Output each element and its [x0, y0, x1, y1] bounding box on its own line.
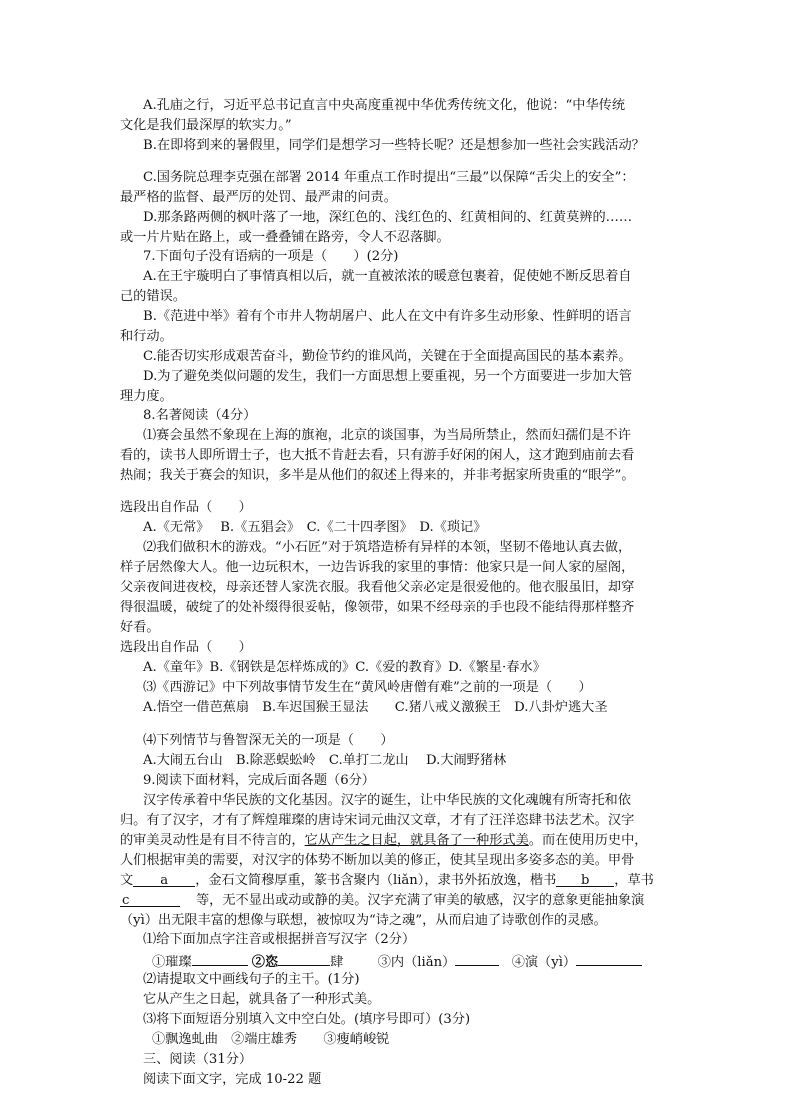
answer-blank-3[interactable]	[455, 950, 499, 966]
q6-option-c-line1: C.国务院总理李克强在部署 2014 年重点工作时提出“三最”以保障“舌尖上的安全”：	[143, 170, 635, 185]
q7-option-a-line1: A.在王宇璇明白了事情真相以后，就一直被浓浓的暖意包裹着，促使她不断反思着自	[143, 269, 632, 284]
item-cuican: ①璀璨	[152, 955, 192, 970]
q9-material-line6	[120, 891, 644, 911]
q9-line6-text: 等，无不显出或动或静的美。汉字充满了审美的敏感，汉字的意象更能抽象演	[196, 893, 645, 908]
q8-ask2: 选段出自作品（ ）	[120, 640, 252, 655]
answer-blank-2[interactable]	[278, 950, 330, 966]
blank-b-label: b	[581, 873, 590, 888]
q8-passage1-line1: ⑴赛会虽然不象现在上海的旗袍，北京的谈国事，为当局所禁止，然而妇孺们是不许	[143, 428, 631, 443]
q7-option-a-line2: 己的错误。	[120, 289, 186, 304]
answer-blank-1[interactable]	[192, 950, 248, 966]
q8-passage2-line4: 得很温暖，破绽了的处补缀得很妥帖，像领带，如果不经母亲的手也段不能结得那样整齐	[120, 600, 635, 615]
blank-c-label: c	[122, 893, 130, 908]
q6-option-d-line2: 或一片片贴在路上，或一叠叠铺在路旁，令人不忍落脚。	[120, 230, 450, 245]
q9-sub2: ⑵请提取文中画线句子的主干。(1分)	[143, 972, 360, 987]
item-yan: ④演（yì）	[511, 955, 577, 970]
q8-passage1-line3: 热闹；我关于赛会的知识，多半是从他们的叙述上得来的，并非考据家所贵重的“眼学”。	[120, 468, 635, 483]
q9-line3-text-b: 。而在使用历史中，	[528, 833, 648, 848]
blank-b[interactable]	[556, 871, 614, 887]
q9-stem: 9.阅读下面材料，完成后面各题（6分）	[143, 773, 375, 788]
blank-a-label: a	[160, 873, 169, 888]
q9-material-line7: （yì）出无限丰富的想像与联想，被惊叹为“诗之魂”，从而启迪了诗歌创作的灵感。	[120, 913, 607, 928]
item-lian: ③内（liǎn）	[377, 955, 456, 970]
q7-stem: 7.下面句子没有语病的一项是（ ）(2分)	[143, 249, 399, 264]
q8-passage2-line1: ⑵我们做积木的游戏。“小石匠”对于筑塔造桥有异样的本领，坚韧不倦地认真去做，	[143, 540, 632, 555]
q8-options2: A.《童年》B.《钢铁是怎样炼成的》C.《爱的教育》D.《繁星·春水》	[143, 660, 546, 675]
q7-option-b-line2: 和行动。	[120, 329, 173, 344]
q6-option-c-line2: 最严格的监督、最严厉的处罚、最严肃的问责。	[120, 190, 397, 205]
q9-line5-text-c: ，草书	[614, 873, 654, 888]
q8-stem: 8.名著阅读（4分）	[143, 408, 257, 423]
blank-a[interactable]	[133, 871, 195, 887]
q6-option-b: B.在即将到来的暑假里，同学们是想学习一些特长呢？还是想参加一些社会实践活动？	[143, 138, 645, 153]
q8-options1: A.《无常》 B.《五猖会》 C.《二十四孝图》 D.《琐记》	[143, 520, 487, 535]
q8-options4: A.大闹五台山 B.除恶蜈蚣岭 C.单打二龙山 D.大闹野猪林	[143, 753, 507, 768]
q8-passage2-line5: 好看。	[120, 620, 160, 635]
q7-option-b-line1: B.《范进中举》着有个市井人物胡屠户、此人在文中有许多生动形象、性鲜明的语言	[143, 309, 632, 324]
q7-option-d-line2: 理力度。	[120, 389, 173, 404]
answer-blank-4[interactable]	[576, 950, 642, 966]
q6-option-d-line1: D.那条路两侧的枫叶落了一地，深红色的、浅红色的、红黄相间的、红黄莫辨的……	[143, 210, 633, 225]
q9-material-line5	[120, 871, 654, 891]
q9-line3-text-a: 的审美灵动性是有目不待言的，	[120, 833, 305, 848]
q9-material-line1: 汉字传承着中华民族的文化基因。汉字的诞生，让中华民族的文化魂魄有所寄托和依	[143, 793, 631, 808]
q6-option-a-line1: A.孔庙之行，习近平总书记直言中央高度重视中华优秀传统文化，他说：“中华传统	[143, 98, 626, 113]
q9-line5-text-a: 文	[120, 873, 134, 888]
q8-ask1: 选段出自作品（ ）	[120, 500, 252, 515]
q8-part3: ⑶《西游记》中下列故事情节发生在“黄风岭唐僧有难”之前的一项是（ ）	[143, 680, 592, 695]
item-zi: ②恣	[251, 955, 279, 970]
q8-passage1-line2: 看的，读书人即所谓士子，也大抵不肯赶去看，只有游手好闲的闲人，这才跑到庙前去看	[120, 448, 635, 463]
q8-passage2-line3: 父亲夜间进夜校，母亲还替人家洗衣服。我看他父亲必定是很爱他的。他衣服虽旧，却穿	[120, 580, 635, 595]
item-si: 肆	[330, 955, 344, 970]
q6-option-a-line2: 文化是我们最深厚的软实力。”	[120, 118, 292, 133]
q9-sub3: ⑶将下面短语分别填入文中空白处。(填序号即可）(3分)	[143, 1012, 471, 1027]
q9-sub2-sentence: 它从产生之日起，就具备了一种形式美。	[143, 992, 381, 1007]
q7-option-d-line1: D.为了避免类似问题的发生，我们一方面思想上要重视，另一个方面要进一步加大管	[143, 369, 633, 384]
q9-sub3-options: ①飘逸虬曲 ②端庄雄秀 ③瘦峭峻锐	[152, 1032, 390, 1047]
q9-line5-text-b: ，金石文简穆厚重，篆书含聚内（liǎn），隶书外拓放逸，楷书	[195, 873, 557, 888]
q9-material-line2: 归。有了汉字，才有了辉煌璀璨的唐诗宋词元曲汉文章，才有了汪洋恣肆书法艺术。汉字	[120, 813, 635, 828]
q8-passage2-line2: 样子居然像大人。他一边玩积木，一边告诉我的家里的事情：他家只是一间人家的屋阁，	[120, 560, 635, 575]
q9-sub1: ⑴给下面加点字注音或根据拼音写汉字（2分）	[143, 932, 416, 947]
q9-material-line4: 人们根据审美的需要，对汉字的体势不断加以美的修正，使其呈现出多姿多态的美。甲骨	[120, 853, 635, 868]
q9-material-line3	[120, 831, 648, 851]
q7-option-c: C.能否切实形成艰苦奋斗，勤俭节约的谁风尚，关键在于全面提高国民的基本素养。	[143, 349, 632, 364]
underlined-sentence: 它从产生之日起，就具备了一种形式美	[304, 833, 529, 848]
q8-part4: ⑷下列情节与鲁智深无关的一项是（ ）	[143, 733, 394, 748]
q8-options3: A.悟空一借芭蕉扇 B.车迟国猴王显法 C.猪八戒义激猴王 D.八卦炉逃大圣	[143, 700, 608, 715]
section3-intro: 阅读下面文字，完成 10-22 题	[143, 1072, 322, 1087]
section3-title: 三、阅读（31分）	[143, 1052, 253, 1067]
blank-c[interactable]	[120, 891, 180, 907]
